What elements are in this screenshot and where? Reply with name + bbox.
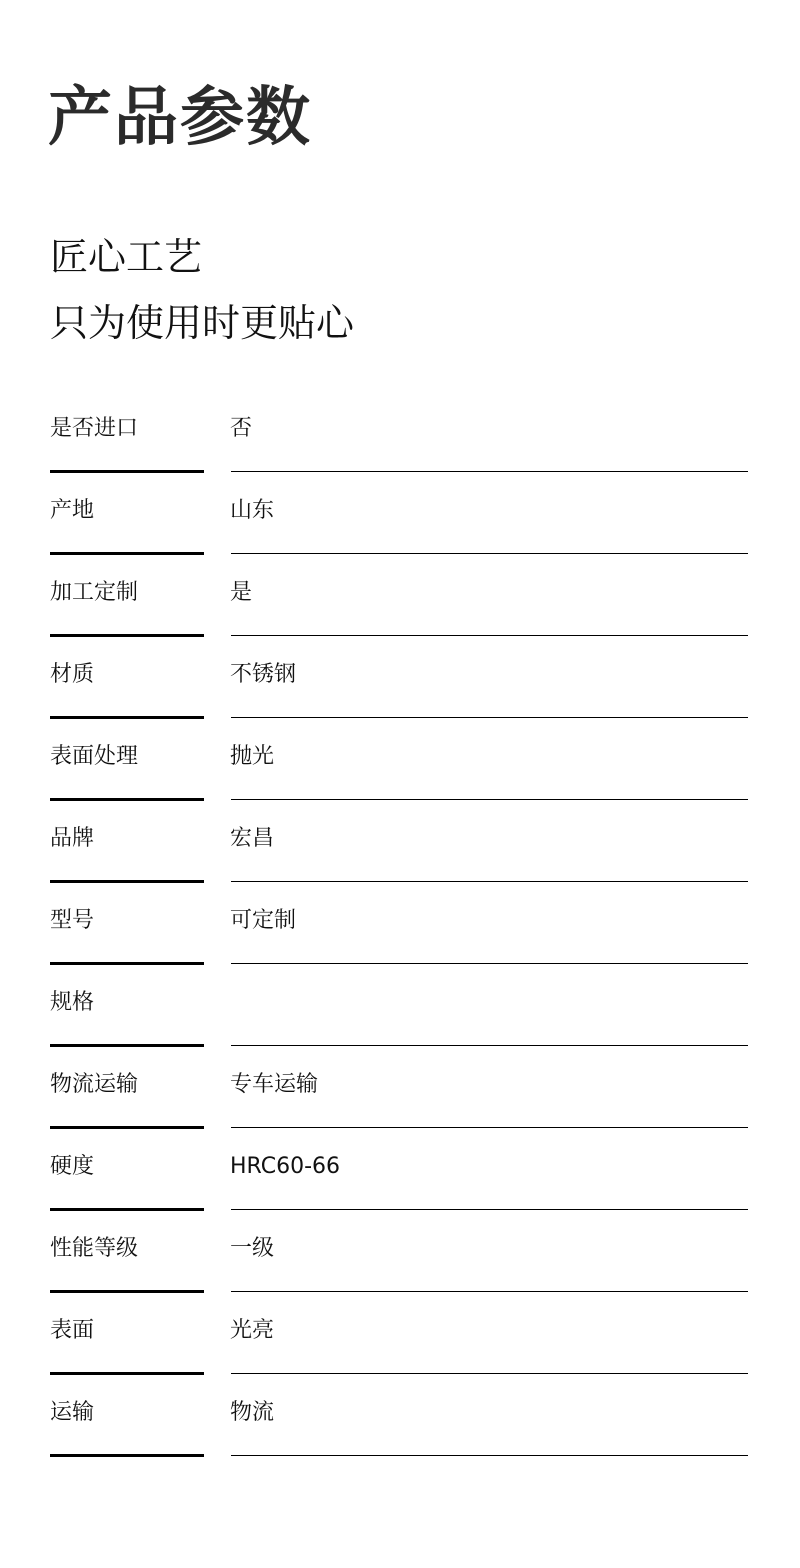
spec-row-customization bbox=[0, 554, 800, 636]
spec-row-specification bbox=[0, 964, 800, 1046]
tagline-line-2: 只为使用时更贴心 bbox=[50, 301, 355, 345]
spec-value: 抛光 bbox=[230, 744, 275, 769]
spec-row-surface-treatment bbox=[0, 718, 800, 800]
spec-value: 一级 bbox=[230, 1236, 275, 1261]
spec-value: 山东 bbox=[230, 498, 275, 523]
spec-row-logistics bbox=[0, 1046, 800, 1128]
spec-label: 性能等级 bbox=[50, 1236, 139, 1261]
spec-row-performance-grade bbox=[0, 1210, 800, 1292]
spec-label: 品牌 bbox=[50, 826, 95, 851]
spec-value: 可定制 bbox=[230, 908, 297, 933]
spec-row-imported bbox=[0, 390, 800, 472]
spec-row-surface bbox=[0, 1292, 800, 1374]
spec-label: 是否进口 bbox=[50, 416, 139, 441]
spec-label: 表面 bbox=[50, 1318, 95, 1343]
spec-row-origin bbox=[0, 472, 800, 554]
spec-row-brand bbox=[0, 800, 800, 882]
spec-row-model bbox=[0, 882, 800, 964]
spec-value: 不锈钢 bbox=[230, 662, 297, 687]
spec-label: 型号 bbox=[50, 908, 95, 933]
spec-value: 是 bbox=[230, 580, 253, 605]
spec-row-transport bbox=[0, 1374, 800, 1456]
spec-row-material bbox=[0, 636, 800, 718]
spec-label: 表面处理 bbox=[50, 744, 139, 769]
spec-value: HRC60-66 bbox=[230, 1154, 341, 1179]
spec-value: 否 bbox=[230, 416, 253, 441]
spec-value: 光亮 bbox=[230, 1318, 275, 1343]
tagline-line-1: 匠心工艺 bbox=[50, 235, 203, 279]
page-title: 产品参数 bbox=[48, 81, 312, 155]
spec-row-hardness bbox=[0, 1128, 800, 1210]
spec-value: 宏昌 bbox=[230, 826, 275, 851]
spec-table bbox=[0, 390, 800, 1456]
spec-label: 物流运输 bbox=[50, 1072, 139, 1097]
label-divider bbox=[50, 1454, 204, 1457]
spec-label: 运输 bbox=[50, 1400, 95, 1425]
spec-label: 硬度 bbox=[50, 1154, 95, 1179]
value-divider bbox=[231, 1455, 748, 1456]
spec-label: 产地 bbox=[50, 498, 95, 523]
spec-label: 规格 bbox=[50, 990, 95, 1015]
spec-value: 物流 bbox=[230, 1400, 275, 1425]
spec-label: 加工定制 bbox=[50, 580, 139, 605]
spec-label: 材质 bbox=[50, 662, 95, 687]
spec-value: 专车运输 bbox=[230, 1072, 319, 1097]
